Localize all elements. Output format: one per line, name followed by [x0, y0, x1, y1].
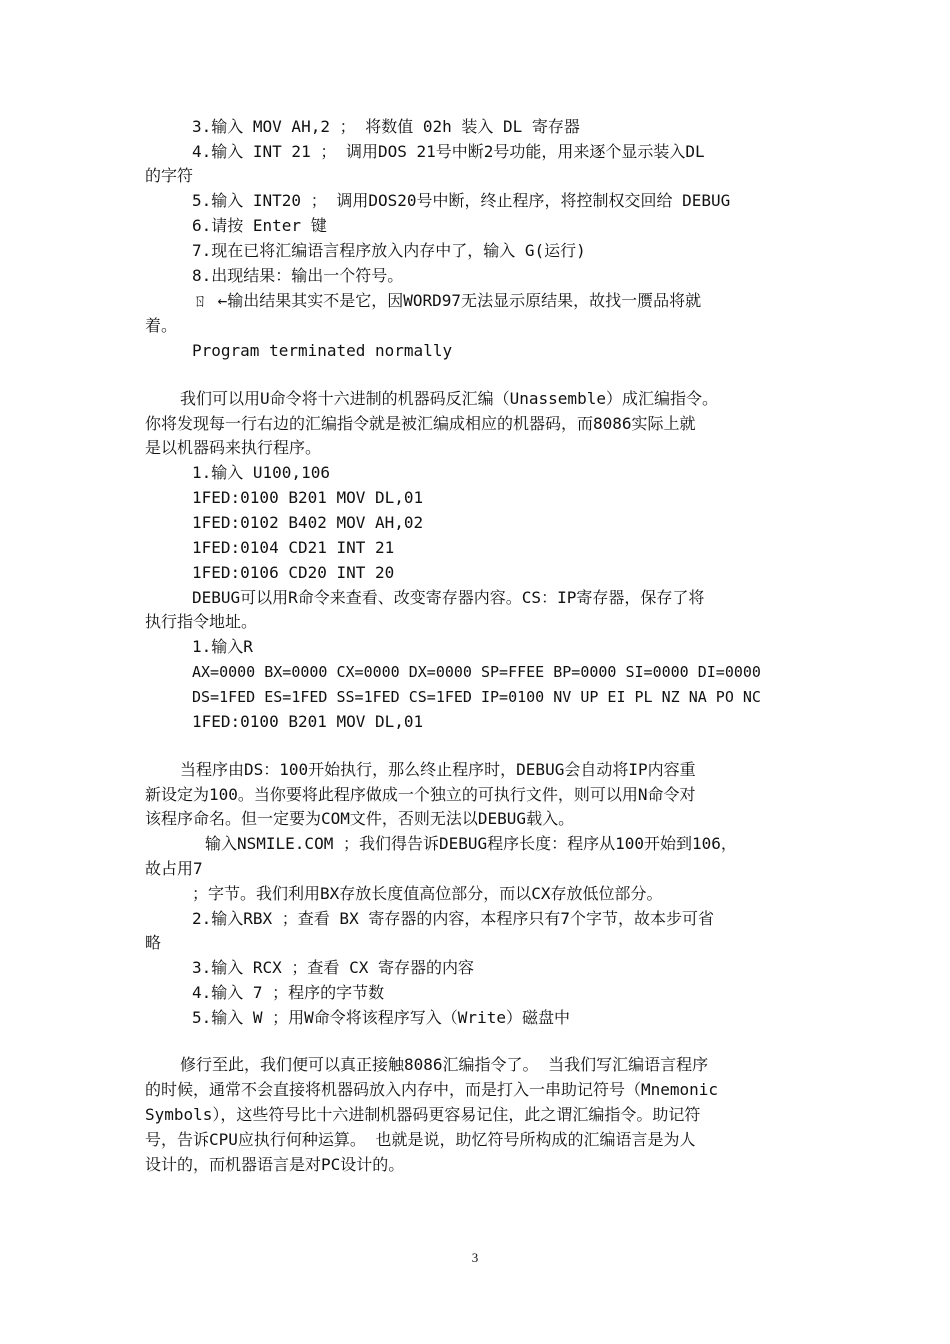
code-line: 1FED:0100 B201 MOV DL,01	[192, 712, 424, 731]
text-line: 4.输入 7 ；程序的字节数	[192, 983, 385, 1002]
code-line: 1FED:0104 CD21 INT 21	[192, 538, 395, 557]
text-line: 3.输入 MOV AH,2 ； 将数值 02h 装入 DL 寄存器	[192, 117, 580, 136]
text-line: DEBUG可以用R命令来查看、改变寄存器内容。CS：IP寄存器，保存了将	[192, 588, 705, 607]
text-line: 着。	[145, 316, 178, 335]
paragraph-line: 号，告诉CPU应执行何种运算。 也就是说，助忆符号所构成的汇编语言是为人	[145, 1130, 696, 1149]
paragraph-line: 修行至此，我们便可以真正接触8086汇编指令了。 当我们写汇编语言程序	[180, 1055, 709, 1074]
text-line: 执行指令地址。	[145, 612, 258, 631]
text-line: 故占用7	[145, 859, 203, 878]
text-line: 7.现在已将汇编语言程序放入内存中了，输入 G(运行)	[192, 241, 586, 260]
paragraph-line: 新设定为100。当你要将此程序做成一个独立的可执行文件，则可以用N命令对	[145, 785, 696, 804]
paragraph-line: 当程序由DS：100开始执行，那么终止程序时，DEBUG会自动将IP内容重	[180, 760, 696, 779]
paragraph-line: 你将发现每一行右边的汇编指令就是被汇编成相应的机器码，而8086实际上就	[145, 414, 696, 433]
paragraph-line: 我们可以用U命令将十六进制的机器码反汇编（Unassemble）成汇编指令。	[180, 389, 718, 408]
text-line: ；字节。我们利用BX存放长度值高位部分，而以CX存放低位部分。	[192, 884, 663, 903]
code-line: AX=0000 BX=0000 CX=0000 DX=0000 SP=FFEE BP=0000 SI=0000 DI=0000	[192, 663, 761, 681]
paragraph-line: Symbols），这些符号比十六进制机器码更容易记住，此之谓汇编指令。助记符	[145, 1105, 701, 1124]
text-line: 5.输入 INT20 ； 调用DOS20号中断，终止程序，将控制权交回给 DEBUG	[192, 191, 731, 210]
text-line: 6.请按 Enter 键	[192, 216, 327, 235]
code-line: 1FED:0102 B402 MOV AH,02	[192, 513, 424, 532]
text-line: 4.输入 INT 21 ； 调用DOS 21号中断2号功能，用来逐个显示装入DL	[192, 142, 705, 161]
paragraph-line: 该程序命名。但一定要为COM文件，否则无法以DEBUG载入。	[145, 809, 575, 828]
paragraph-line: 是以机器码来执行程序。	[145, 438, 322, 457]
code-line: 1FED:0100 B201 MOV DL,01	[192, 488, 424, 507]
paragraph-line: 设计的，而机器语言是对PC设计的。	[145, 1155, 405, 1174]
text-line: ㄖ ←输出结果其实不是它，因WORD97无法显示原结果，故找一赝品将就	[192, 291, 702, 310]
text-line: 略	[145, 933, 162, 952]
text-line: 3.输入 RCX ；查看 CX 寄存器的内容	[192, 958, 474, 977]
text-line: 2.输入RBX ；查看 BX 寄存器的内容，本程序只有7个字节，故本步可省	[192, 909, 714, 928]
code-line: 1FED:0106 CD20 INT 20	[192, 563, 395, 582]
text-line: 8.出现结果：输出一个符号。	[192, 266, 404, 285]
code-line: DS=1FED ES=1FED SS=1FED CS=1FED IP=0100 NV UP EI PL NZ NA PO NC	[192, 688, 761, 706]
text-line: 的字符	[145, 166, 194, 185]
text-line: 1.输入 U100,106	[192, 463, 330, 482]
paragraph-line: 的时候，通常不会直接将机器码放入内存中，而是打入一串助记符号（Mnemonic	[145, 1080, 719, 1099]
text-line: 5.输入 W ；用W命令将该程序写入（Write）磁盘中	[192, 1008, 570, 1027]
text-line: Program terminated normally	[192, 341, 453, 360]
text-line: 输入NSMILE.COM ；我们得告诉DEBUG程序长度：程序从100开始到106，	[205, 834, 737, 853]
text-line: 1.输入R	[192, 637, 253, 656]
page-number: 3	[471, 1250, 479, 1265]
